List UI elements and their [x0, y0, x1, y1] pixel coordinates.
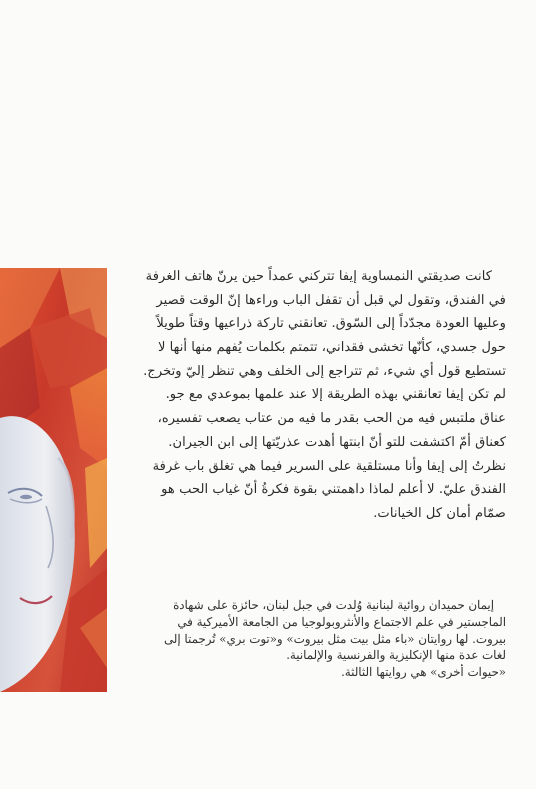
- excerpt-line: حول جسدي، كأنّها تخشى فقداني، تتمتم بكلمات يُفهم منها أنها لا: [157, 340, 506, 356]
- excerpt-line: كعناق أمّ اكتشفت للتو أنّ ابنتها أهدت عذريّتها إلى ابن الجيران.: [168, 434, 506, 450]
- excerpt-line: كانت صديقتي النمساوية إيفا تتركني عمداً حين يرنّ هاتف الغرفة: [145, 269, 492, 284]
- excerpt-line: تستطيع قول أي شيء، ثم تتراجع إلى الخلف وهي تنظر إليّ وتخرج.: [143, 363, 506, 379]
- excerpt-line: لم تكن إيفا تعانقني بهذه الطريقة إلا عند علمها بموعدي مع جو.: [165, 387, 506, 403]
- bio-line: بيروت. لها روايتان «باء مثل بيت مثل بيروت» و«توت بري» تُرجمتا إلى: [163, 631, 506, 646]
- bio-line: «حيوات أخرى» هي روايتها الثالثة.: [341, 665, 506, 680]
- novel-excerpt: [118, 265, 506, 526]
- cover-painting-face: [0, 268, 107, 692]
- excerpt-line: وعليها العودة مجدّداً إلى السّوق. تعانقني تاركة ذراعيها وقتاً طويلاً: [156, 316, 506, 332]
- painting-illustration: [0, 268, 107, 692]
- excerpt-line: نظرتُ إلى إيفا وأنا مستلقية على السرير فيما هي تغلق باب غرفة: [152, 458, 506, 474]
- excerpt-line: صمّام أمان كل الخيانات.: [373, 505, 506, 521]
- excerpt-line: في الفندق، وتقول لي قبل أن تقفل الباب وراءها إنّ الوقت قصير: [156, 292, 506, 308]
- bio-line: إيمان حميدان روائية لبنانية وُلدت في جبل لبنان، حائزة على شهادة: [173, 598, 494, 612]
- bio-line: لغات عدة منها الإنكليزية والفرنسية والإلمانية.: [286, 648, 506, 663]
- author-bio: [118, 597, 506, 681]
- bio-line: الماجستير في علم الاجتماع والأنثروبولوجيا من الجامعة الأميركية في: [177, 614, 506, 629]
- excerpt-line: الفندق عليّ. لا أعلم لماذا داهمتني بقوة فكرةُ أنّ غياب الحب هو: [161, 482, 506, 498]
- excerpt-line: عناق ملتبس فيه من الحب بقدر ما فيه من عتاب يصعب تفسيره،: [157, 411, 506, 427]
